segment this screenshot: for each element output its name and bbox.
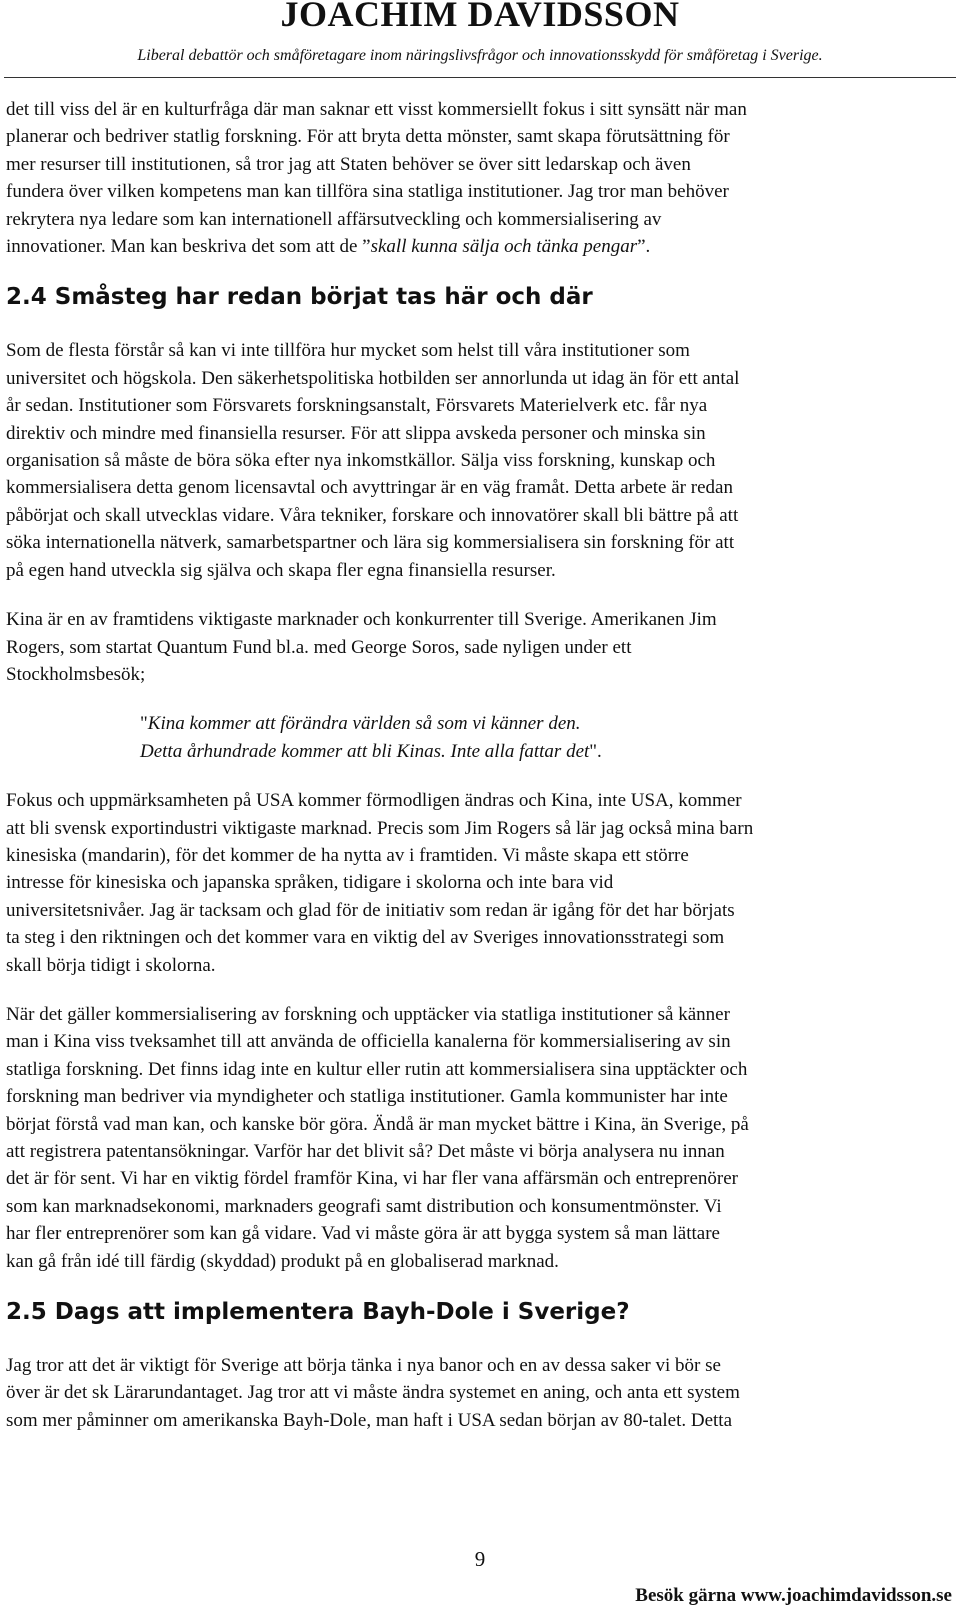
text-line: påbörjat och skall utvecklas vidare. Våra tekniker, forskare och innovatörer skall bli bättre på att [6,504,739,526]
text-line: planerar och bedriver statlig forskning. För att bryta detta mönster, samt skapa förutsättning för [6,126,730,148]
text-line: fundera över vilken kompetens man kan tillföra sina statliga institutioner. Jag tror man behöver [6,181,729,203]
text-line: organisation så måste de böra söka efter nya inkomstkällor. Sälja viss forskning, kunskap och [6,450,716,472]
author-title: JOACHIM DAVIDSSON [280,0,680,34]
text-line: universitet och högskola. Den säkerhetspolitiska hotbilden ser annorlunda ut idag än för ett antal [6,367,740,389]
text-line: att bli svensk exportindustri viktigaste marknad. Precis som Jim Rogers så lär jag också mina barn [6,817,754,839]
text-line: kan gå från idé till färdig (skyddad) produkt på en globaliserad marknad. [6,1250,559,1272]
text-line: forskning man bedriver via myndigheter och statliga institutioner. Gamla kommunister har inte [6,1086,728,1108]
text-line: över är det sk Lärarundantaget. Jag tror att vi måste ändra systemet en aning, och anta ett system [6,1382,740,1404]
footer-visit-link: Besök gärna www.joachimdavidsson.se [635,1585,952,1606]
text-line: kommersialisera detta genom licensavtal och avyttringar är en väg framåt. Detta arbete är redan [6,477,733,499]
text-line: mer resurser till institutionen, så tror jag att Staten behöver se över sitt ledarskap och även [6,153,691,175]
text-line: statliga forskning. Det finns idag inte en kultur eller rutin att kommersialisera sina upptäckter och [6,1058,748,1080]
text-line: det till viss del är en kulturfråga där man saknar ett visst kommersiellt fokus i sitt synsätt när man [6,99,747,120]
section-heading-2-5: 2.5 Dags att implementera Bayh-Dole i Sverige? [6,1299,630,1326]
text-line: Som de flesta förstår så kan vi inte tillföra hur mycket som helst till våra institutioner som [6,340,690,362]
text-line: som kan marknadsekonomi, marknaders geografi samt distribution och konsumentmönster. Vi [6,1195,722,1217]
text-line: Jag tror att det är viktigt för Sverige att börja tänka i nya banor och en av dessa saker vi bör se [6,1355,721,1377]
paragraph-fokus-usa [6,787,954,979]
text-line: rekrytera nya ledare som kan internationell affärsutveckling och kommersialisering av [6,208,662,230]
block-quote [140,710,954,765]
text-line: ”. [637,236,651,258]
page-content [6,96,954,1434]
paragraph-kommersialisering [6,1001,954,1275]
text-line: innovationer. Man kan beskriva det som att de ” [6,236,371,258]
text-line: söka internationella nätverk, samarbetspartner och lära sig kommersialisera sin forskning för att [6,532,735,554]
text-line: Stockholmsbesök; [6,663,146,685]
text-line: har fler entreprenörer som kan gå vidare. Vad vi måste göra är att bygga system så man lättare [6,1223,720,1245]
text-line: Fokus och uppmärksamheten på USA kommer förmodligen ändras och Kina, inte USA, kommer [6,790,742,812]
text-line: börjat förstå vad man kan, och kanske bör göra. Ändå är man mycket bättre i Kina, än Sverige, på [6,1113,749,1135]
paragraph-institutioner [6,337,954,584]
paragraph-kulturfraga [6,96,954,260]
text-line: direktiv och mindre med finansiella resurser. För att slippa avskeda personer och minska sin [6,422,706,444]
text-line: Kina är en av framtidens viktigaste marknader och konkurrenter till Sverige. Amerikanen Jim [6,609,717,631]
text-line: intresse för kinesiska och japanska språken, tidigare i skolorna och inte bara vid [6,872,614,894]
text-line: kinesiska (mandarin), för det kommer de ha nytta av i framtiden. Vi måste skapa ett större [6,844,689,866]
text-line: som mer påminner om amerikanska Bayh-Dole, man haft i USA sedan början av 80-talet. Detta [6,1409,733,1431]
text-line: år sedan. Institutioner som Försvarets forskningsanstalt, Försvarets Materielverk etc. får nya [6,395,708,417]
text-line: man i Kina viss tveksamhet till att använda de officiella kanalerna för kommersialisering av sin [6,1031,731,1053]
text-line: Rogers, som startat Quantum Fund bl.a. med George Soros, sade nyligen under ett [6,636,632,658]
text-line: det är för sent. Vi har en viktig fördel framför Kina, vi har fler vana affärsmän och entreprenörer [6,1168,738,1190]
quote-mark: " [140,713,148,735]
author-subtitle: Liberal debattör och småföretagare inom näringslivsfrågor och innovationsskydd för småföretag i Sverige. [137,47,823,64]
quote-line: Kina kommer att förändra världen så som vi känner den. [147,713,581,735]
text-line: När det gäller kommersialisering av forskning och upptäcker via statliga institutioner så känner [6,1003,730,1025]
header-divider [4,77,956,78]
section-heading-2-4: 2.4 Småsteg har redan börjat tas här och där [6,284,593,311]
quote-line: Detta århundrade kommer att bli Kinas. Inte alla fattar det [140,740,590,762]
text-line: att registrera patentansökningar. Varför har det blivit så? Det måste vi börja analysera nu innan [6,1141,725,1162]
quote-mark: ". [589,740,602,762]
emphasis-text: skall kunna sälja och tänka pengar [370,236,638,258]
page-header [0,0,960,66]
text-line: skall börja tidigt i skolorna. [6,954,216,976]
page-number: 9 [474,1547,486,1571]
paragraph-kina-marknad [6,606,954,688]
text-line: universitetsnivåer. Jag är tacksam och glad för de initiativ som redan är igång för det har börjats [6,899,735,921]
text-line: ta steg i den riktningen och det kommer vara en viktig del av Sveriges innovationsstrategi som [6,927,725,949]
text-line: på egen hand utveckla sig själva och skapa fler egna finansiella resurser. [6,559,556,581]
paragraph-bayh-dole [6,1352,954,1434]
